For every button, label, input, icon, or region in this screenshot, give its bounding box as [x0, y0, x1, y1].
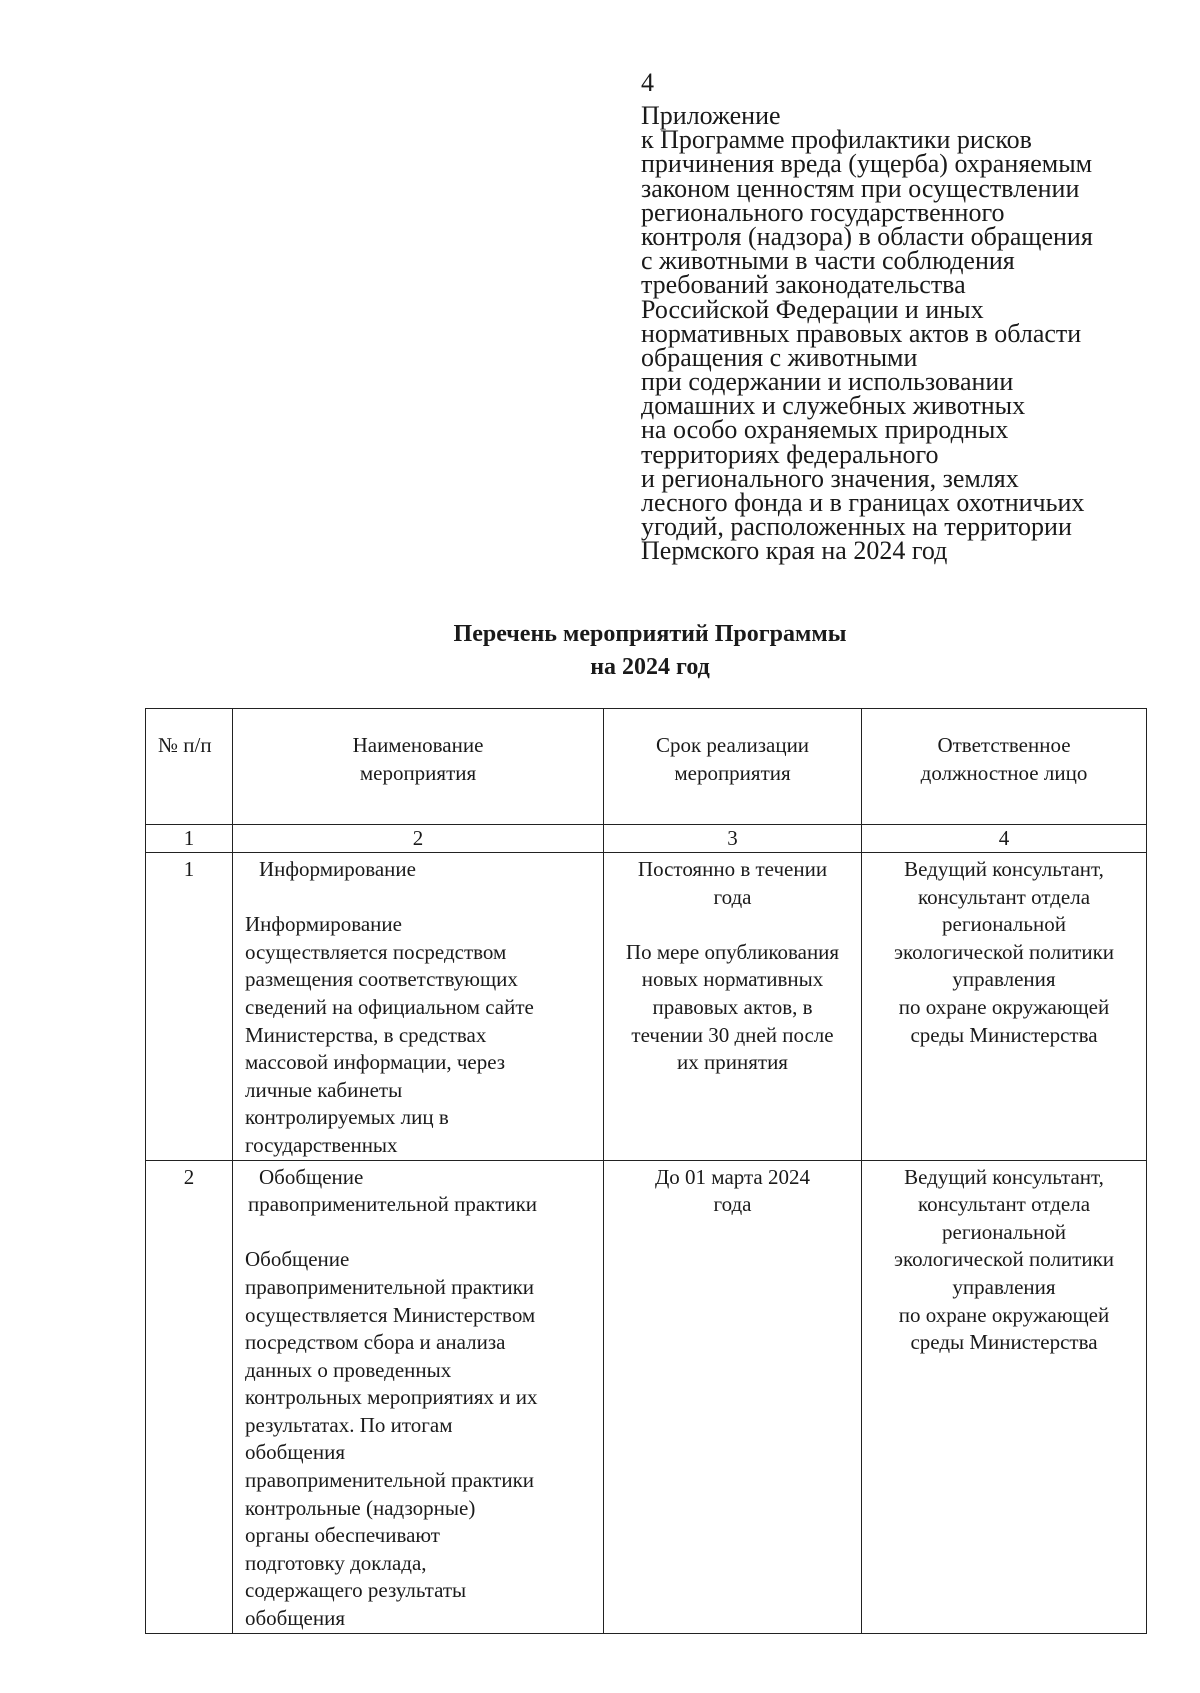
- row-responsible-line: среды Министерства: [910, 1330, 1098, 1355]
- row-term-line: правовых актов, в: [652, 994, 813, 1019]
- row-responsible-line: Ведущий консультант,: [904, 1164, 1104, 1189]
- row-name-line: обобщения: [245, 1606, 345, 1631]
- table-row: [146, 1160, 1147, 1633]
- row-name-line: контрольных мероприятиях и их: [245, 1385, 538, 1410]
- row-term-line: новых нормативных: [641, 967, 824, 992]
- row-name-description: [245, 911, 595, 1159]
- appendix-line: угодий, расположенных на территории: [641, 512, 1072, 542]
- row-responsible-line: экологической политики: [893, 939, 1115, 964]
- row-term-line: До 01 марта 2024: [654, 1164, 811, 1189]
- row-name-line: размещения соответствующих: [245, 967, 518, 992]
- header-term-text: Срок реализации мероприятия: [655, 733, 810, 785]
- header-responsible: [862, 709, 1147, 825]
- row-name-line: государственных: [245, 1132, 398, 1157]
- row-name-title: Обобщение: [259, 1164, 364, 1189]
- appendix-line: Российской Федерации и иных: [641, 294, 984, 324]
- row-term-cell: [604, 853, 862, 1161]
- row-name-line: Министерства, в средствах: [245, 1022, 487, 1047]
- appendix-line: лесного фонда и в границах охотничьих: [641, 488, 1085, 517]
- header-name: [233, 709, 604, 825]
- row-name-cell: [233, 853, 604, 1161]
- table-row: [146, 853, 1147, 1161]
- row-name-title: Информирование: [259, 857, 416, 881]
- appendix-line: и регионального значения, землях: [641, 463, 1019, 493]
- appendix-line: контроля (надзора) в области обращения: [641, 221, 1093, 251]
- header-term: [604, 709, 862, 825]
- row-number: 2: [146, 1160, 233, 1633]
- row-term-cell: [604, 1160, 862, 1633]
- row-responsible-line: Ведущий консультант,: [904, 857, 1104, 881]
- appendix-line: Пермского края на 2024 год: [641, 536, 948, 566]
- row-name-line: правоприменительной практики: [245, 1274, 535, 1299]
- row-responsible-line: региональной: [942, 912, 1066, 937]
- appendix-line: с животными в части соблюдения: [641, 246, 1015, 276]
- row-name-line: контролируемых лиц в: [245, 1105, 449, 1130]
- row-name-line: данных о проведенных: [245, 1357, 452, 1382]
- appendix-line: при содержании и использовании: [641, 367, 1014, 397]
- row-term-line: По мере опубликования: [625, 939, 840, 964]
- row-name-line: осуществляется посредством: [245, 939, 507, 964]
- appendix-line: территориях федерального: [641, 439, 939, 469]
- row-name-cell: [233, 1160, 604, 1633]
- row-name-line: Информирование: [245, 912, 402, 937]
- row-name-line: подготовку доклада,: [245, 1550, 427, 1575]
- row-name-line: личные кабинеты: [245, 1077, 403, 1102]
- appendix-line: требований законодательства: [641, 270, 966, 300]
- row-name-line: правоприменительной практики: [245, 1468, 535, 1493]
- appendix-line: домашних и служебных животных: [641, 391, 1026, 421]
- row-responsible-line: среды Министерства: [910, 1022, 1098, 1047]
- row-name-line: посредством сбора и анализа: [245, 1330, 506, 1355]
- row-term-line: их принятия: [677, 1050, 788, 1075]
- header-number: № п/п: [146, 709, 233, 825]
- title-line: Перечень мероприятий Программы: [453, 621, 847, 647]
- row-responsible-line: по охране окружающей: [898, 994, 1110, 1019]
- appendix-line: Приложение: [641, 101, 781, 130]
- column-number: 1: [146, 825, 233, 853]
- row-responsible-line: по охране окружающей: [898, 1302, 1110, 1327]
- row-term-line: течении 30 дней после: [631, 1022, 834, 1047]
- row-name-line: массовой информации, через: [245, 1050, 506, 1075]
- document-title: [0, 618, 1200, 684]
- appendix-line: обращения с животными: [641, 342, 918, 372]
- row-responsible-line: экологической политики: [893, 1247, 1115, 1272]
- row-name-line: контрольные (надзорные): [245, 1495, 476, 1520]
- row-name-title: правоприменительной практики: [248, 1192, 538, 1217]
- row-name-line: результатах. По итогам: [245, 1412, 453, 1437]
- row-responsible-line: консультант отдела: [917, 1192, 1091, 1217]
- row-name-line: органы обеспечивают: [245, 1523, 440, 1548]
- measures-table: [145, 708, 1147, 1634]
- header-responsible-text: Ответственное должностное лицо: [920, 733, 1088, 785]
- appendix-line: на особо охраняемых природных: [641, 415, 1009, 445]
- appendix-line: причинения вреда (ущерба) охраняемым: [641, 149, 1093, 179]
- row-responsible-line: управления: [952, 967, 1056, 992]
- row-name-line: сведений на официальном сайте: [245, 994, 534, 1019]
- column-number: 2: [233, 825, 604, 853]
- row-name-description: [245, 1246, 595, 1632]
- row-name-line: содержащего результаты: [245, 1578, 467, 1603]
- column-number-row: [146, 825, 1147, 853]
- row-term-line: года: [713, 1192, 752, 1217]
- header-name-text: Наименование мероприятия: [352, 733, 484, 785]
- row-name-line: Обобщение: [245, 1247, 350, 1272]
- appendix-line: законом ценностям при осуществлении: [641, 173, 1080, 203]
- row-responsible-line: консультант отдела: [917, 884, 1091, 909]
- appendix-line: регионального государственного: [641, 197, 1005, 227]
- row-term-line: Постоянно в течении: [637, 857, 828, 881]
- appendix-line: к Программе профилактики рисков: [641, 125, 1032, 155]
- row-number: 1: [146, 853, 233, 1161]
- row-responsible-line: управления: [952, 1274, 1056, 1299]
- table-header-row: [146, 709, 1147, 825]
- row-term-line: [608, 911, 857, 939]
- title-line: на 2024 год: [590, 654, 710, 680]
- row-responsible-cell: [862, 1160, 1147, 1633]
- appendix-line: нормативных правовых актов в области: [641, 318, 1082, 348]
- appendix-header: [641, 101, 1181, 566]
- column-number: 3: [604, 825, 862, 853]
- row-term-line: года: [713, 884, 752, 909]
- row-responsible-line: региональной: [942, 1219, 1066, 1244]
- row-name-line: обобщения: [245, 1440, 345, 1465]
- page-number: 4: [641, 68, 654, 97]
- column-number: 4: [862, 825, 1147, 853]
- row-responsible-cell: [862, 853, 1147, 1161]
- row-name-line: осуществляется Министерством: [245, 1302, 536, 1327]
